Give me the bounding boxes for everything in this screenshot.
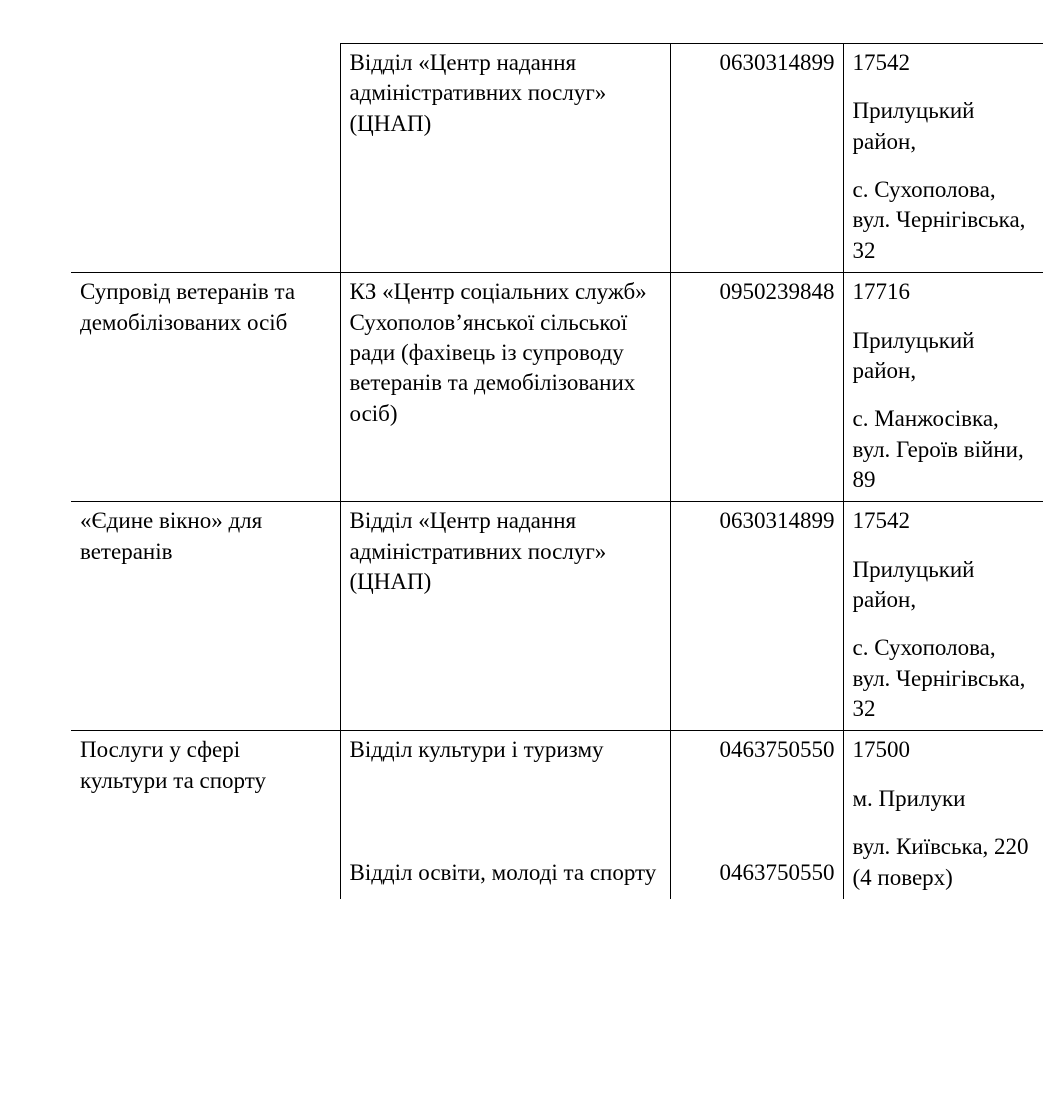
cell-address xyxy=(843,44,1043,273)
cell-phone: 0630314899 xyxy=(670,502,843,731)
cell-address xyxy=(843,273,1043,502)
cell-phone: 0630314899 xyxy=(670,44,843,273)
cell-service: Послуги у сфері культури та спорту xyxy=(71,731,340,899)
cell-organization: Відділ «Центр надання адміністративних послуг» (ЦНАП) xyxy=(340,502,670,731)
address-line: с. Сухополова, вул. Чернігівська, 32 xyxy=(852,177,1026,263)
address-line: с. Манжосівка, вул. Героїв війни, 89 xyxy=(852,406,1024,492)
address-line: с. Сухополова, вул. Чернігівська, 32 xyxy=(852,635,1026,722)
cell-service: Супровід ветеранів та демобілізованих осіб xyxy=(71,273,340,502)
cell-organization: КЗ «Центр соціальних служб» Сухополов’янської сільської ради (фахівець із супроводу ветеранів та демобілізованих осіб) xyxy=(340,273,670,502)
phone-primary: 0463750550 xyxy=(719,737,835,763)
table-row xyxy=(71,731,1043,899)
organization-primary: Відділ культури і туризму xyxy=(349,737,604,763)
organization-secondary: Відділ освіти, молоді та спорту xyxy=(349,859,657,885)
address-line: м. Прилуки xyxy=(852,785,966,811)
address-line: 17500 xyxy=(852,737,910,763)
spacer xyxy=(350,766,662,858)
phone-secondary: 0463750550 xyxy=(719,859,835,885)
cell-service xyxy=(71,44,340,273)
address-line: Прилуцький район, xyxy=(852,556,975,613)
address-line: 17542 xyxy=(852,508,910,534)
cell-address xyxy=(843,502,1043,731)
cell-phone: 0950239848 xyxy=(670,273,843,502)
cell-organization: Відділ «Центр надання адміністративних послуг» (ЦНАП) xyxy=(340,44,670,273)
cell-phone xyxy=(670,731,843,899)
cell-address xyxy=(843,731,1043,899)
address-line: Прилуцький район, xyxy=(852,327,975,383)
cell-organization xyxy=(340,731,670,899)
address-line: 17716 xyxy=(852,279,910,305)
services-table xyxy=(71,43,1043,899)
table-row xyxy=(71,502,1043,731)
address-line: Прилуцький район, xyxy=(852,98,975,154)
spacer xyxy=(680,766,835,858)
table-row xyxy=(71,273,1043,502)
address-line: 17542 xyxy=(852,50,910,75)
address-line: вул. Київська, 220 (4 поверх) xyxy=(852,834,1029,890)
table-row xyxy=(71,44,1043,273)
cell-service: «Єдине вікно» для ветеранів xyxy=(71,502,340,731)
